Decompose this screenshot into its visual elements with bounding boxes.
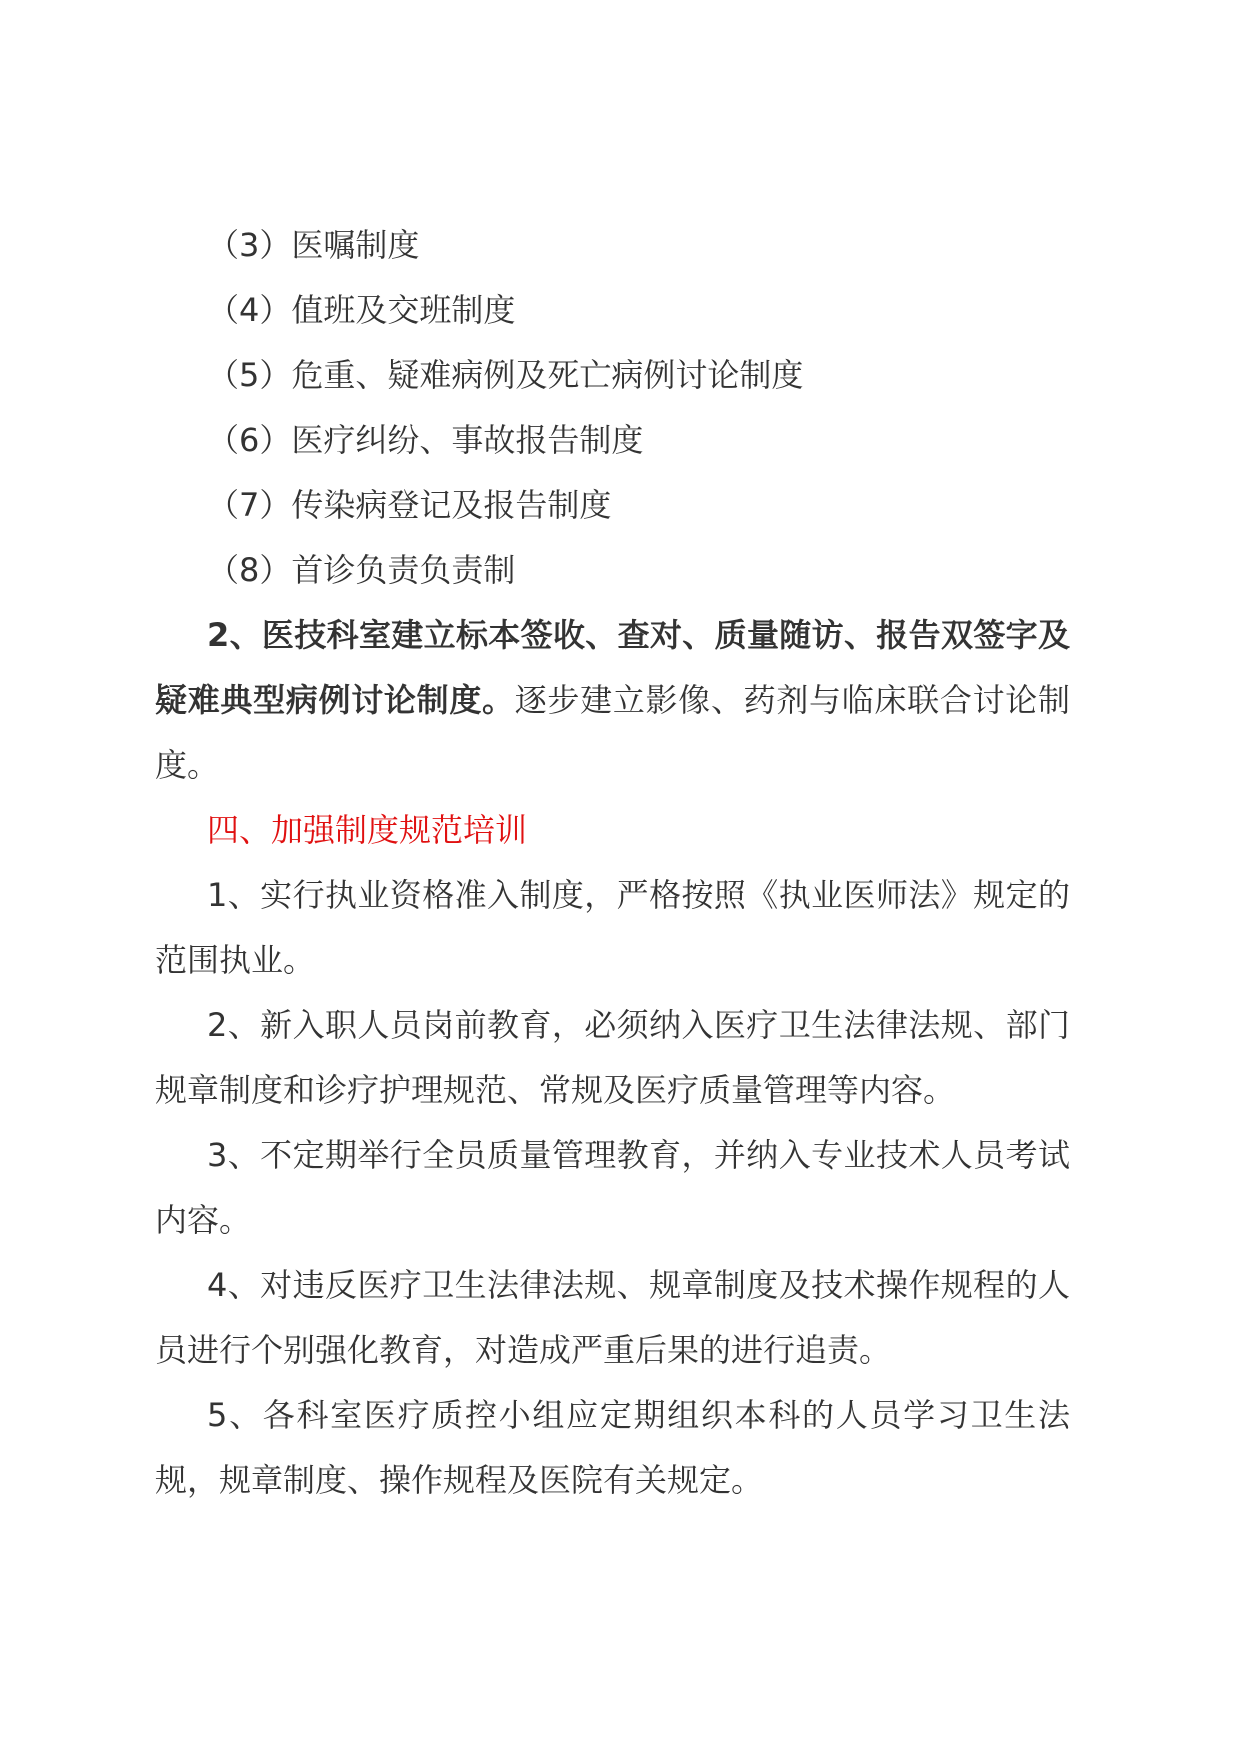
section-2-bold-text: 2、医技科室建立标本签收、查对、质量随访、报告双签字及疑难典型病例讨论制度。 bbox=[155, 616, 1070, 719]
section-4-heading: 四、加强制度规范培训 bbox=[207, 811, 528, 849]
list-item-4: （4）值班及交班制度 bbox=[207, 291, 516, 329]
document-body bbox=[155, 213, 1070, 1513]
list-item-7: （7）传染病登记及报告制度 bbox=[207, 486, 612, 524]
paragraph-2: 2、新入职人员岗前教育，必须纳入医疗卫生法律法规、部门规章制度和诊疗护理规范、常规及医疗质量管理等内容。 bbox=[155, 1006, 1070, 1109]
list-item-8: （8）首诊负责负责制 bbox=[207, 551, 516, 589]
paragraph-4: 4、对违反医疗卫生法律法规、规章制度及技术操作规程的人员进行个别强化教育，对造成严重后果的进行追责。 bbox=[155, 1266, 1070, 1369]
paragraph-5: 5、各科室医疗质控小组应定期组织本科的人员学习卫生法规，规章制度、操作规程及医院有关规定。 bbox=[155, 1396, 1070, 1499]
list-item-3: （3）医嘱制度 bbox=[207, 226, 420, 264]
list-item-5: （5）危重、疑难病例及死亡病例讨论制度 bbox=[207, 356, 804, 394]
section-2-normal-text: 逐步建立影像、药剂与临床联合讨论制度。 bbox=[155, 681, 1070, 784]
paragraph-3: 3、不定期举行全员质量管理教育，并纳入专业技术人员考试内容。 bbox=[155, 1136, 1070, 1239]
list-item-6: （6）医疗纠纷、事故报告制度 bbox=[207, 421, 644, 459]
section-2-paragraph bbox=[155, 603, 1070, 798]
paragraph-1: 1、实行执业资格准入制度，严格按照《执业医师法》规定的范围执业。 bbox=[155, 876, 1070, 979]
